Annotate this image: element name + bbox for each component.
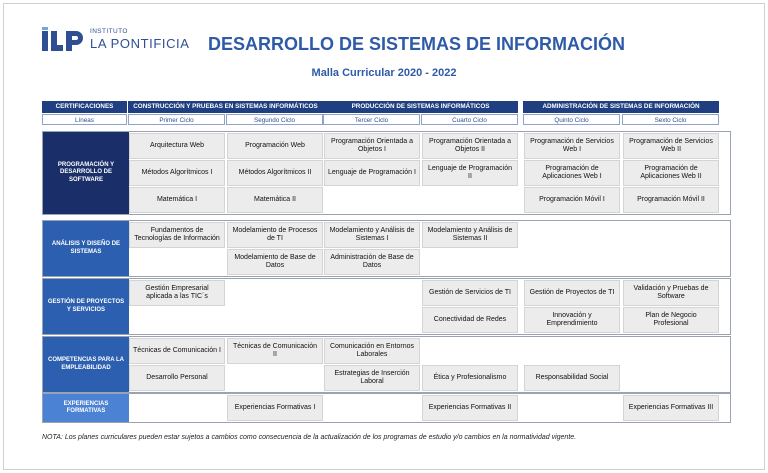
course-cell: Gestión de Servicios de TI xyxy=(422,280,518,306)
row-label: GESTIÓN DE PROYECTOS Y SERVICIOS xyxy=(43,279,129,334)
course-cell: Matemática II xyxy=(227,187,323,213)
group-header: CONSTRUCCIÓN Y PRUEBAS EN SISTEMAS INFORMÁTICOS xyxy=(128,101,323,113)
course-cell: Responsabilidad Social xyxy=(524,365,620,391)
logo-text xyxy=(90,28,190,52)
course-cell: Métodos Algorítmicos I xyxy=(129,160,225,186)
course-cell: Matemática I xyxy=(129,187,225,213)
page-subtitle: Malla Curricular 2020 - 2022 xyxy=(311,67,457,79)
course-cell: Técnicas de Comunicación I xyxy=(129,338,225,364)
course-cell: Lenguaje de Programación II xyxy=(422,160,518,186)
cycle-header: Sexto Ciclo xyxy=(622,114,719,125)
course-cell: Programación Orientada a Objetos II xyxy=(422,133,518,159)
course-cell: Modelamiento de Base de Datos xyxy=(227,249,323,275)
course-cell: Modelamiento de Procesos de TI xyxy=(227,222,323,248)
course-cell: Técnicas de Comunicación II xyxy=(227,338,323,364)
course-cell: Gestión de Proyectos de TI xyxy=(524,280,620,306)
cycle-header: Primer Ciclo xyxy=(128,114,225,125)
course-cell: Programación de Aplicaciones Web I xyxy=(524,160,620,186)
row-label: ANÁLISIS Y DISEÑO DE SISTEMAS xyxy=(43,221,129,276)
course-cell: Innovación y Emprendimiento xyxy=(524,307,620,333)
row-group xyxy=(42,278,731,335)
course-cell: Experiencias Formativas III xyxy=(623,395,719,421)
course-cell: Programación de Servicios Web I xyxy=(524,133,620,159)
course-cell: Programación de Servicios Web II xyxy=(623,133,719,159)
course-cell: Arquitectura Web xyxy=(129,133,225,159)
course-cell: Conectividad de Redes xyxy=(422,307,518,333)
course-cell: Experiencias Formativas I xyxy=(227,395,323,421)
course-cell: Programación Móvil I xyxy=(524,187,620,213)
course-cell: Administración de Base de Datos xyxy=(324,249,420,275)
page-title: DESARROLLO DE SISTEMAS DE INFORMACIÓN xyxy=(208,34,626,54)
certifications-header: CERTIFICACIONES xyxy=(42,101,127,113)
course-cell: Modelamiento y Análisis de Sistemas I xyxy=(324,222,420,248)
course-cell: Plan de Negocio Profesional xyxy=(623,307,719,333)
logo-small-text: INSTITUTO xyxy=(90,28,128,35)
footnote: NOTA: Los planes curriculares pueden estar sujetos a cambios como consecuencia de la actualización de los programas de estudio y/o cambios en la normatividad vigente. xyxy=(42,434,577,441)
course-cell: Estrategias de Inserción Laboral xyxy=(324,365,420,391)
row-group xyxy=(42,131,731,215)
row-group xyxy=(42,393,731,423)
row-group xyxy=(42,336,731,393)
lines-subheader: Líneas xyxy=(42,114,127,125)
group-header: PRODUCCIÓN DE SISTEMAS INFORMÁTICOS xyxy=(323,101,518,113)
course-cell: Modelamiento y Análisis de Sistemas II xyxy=(422,222,518,248)
course-cell: Programación Orientada a Objetos I xyxy=(324,133,420,159)
row-label: COMPETENCIAS PARA LA EMPLEABILIDAD xyxy=(43,337,129,392)
course-cell: Experiencias Formativas II xyxy=(422,395,518,421)
course-cell: Programación de Aplicaciones Web II xyxy=(623,160,719,186)
course-cell: Fundamentos de Tecnologías de Información xyxy=(129,222,225,248)
course-cell: Desarrollo Personal xyxy=(129,365,225,391)
row-group xyxy=(42,220,731,277)
group-header: ADMINISTRACIÓN DE SISTEMAS DE INFORMACIÓN xyxy=(523,101,719,113)
ilp-logo-icon xyxy=(42,27,86,55)
course-cell: Gestión Empresarial aplicada a las TIC´s xyxy=(129,280,225,306)
cycle-header: Segundo Ciclo xyxy=(226,114,323,125)
course-cell: Programación Web xyxy=(227,133,323,159)
logo-name-text: LA PONTIFICIA xyxy=(90,36,190,51)
row-label: EXPERIENCIAS FORMATIVAS xyxy=(43,394,129,422)
row-label: PROGRAMACIÓN Y DESARROLLO DE SOFTWARE xyxy=(43,132,129,214)
course-cell: Ética y Profesionalismo xyxy=(422,365,518,391)
course-cell: Programación Móvil II xyxy=(623,187,719,213)
cycle-header: Cuarto Ciclo xyxy=(421,114,518,125)
cycle-header: Tercer Ciclo xyxy=(323,114,420,125)
course-cell: Comunicación en Entornos Laborales xyxy=(324,338,420,364)
course-cell: Validación y Pruebas de Software xyxy=(623,280,719,306)
cycle-header: Quinto Ciclo xyxy=(523,114,620,125)
course-cell: Métodos Algorítmicos II xyxy=(227,160,323,186)
course-cell: Lenguaje de Programación I xyxy=(324,160,420,186)
